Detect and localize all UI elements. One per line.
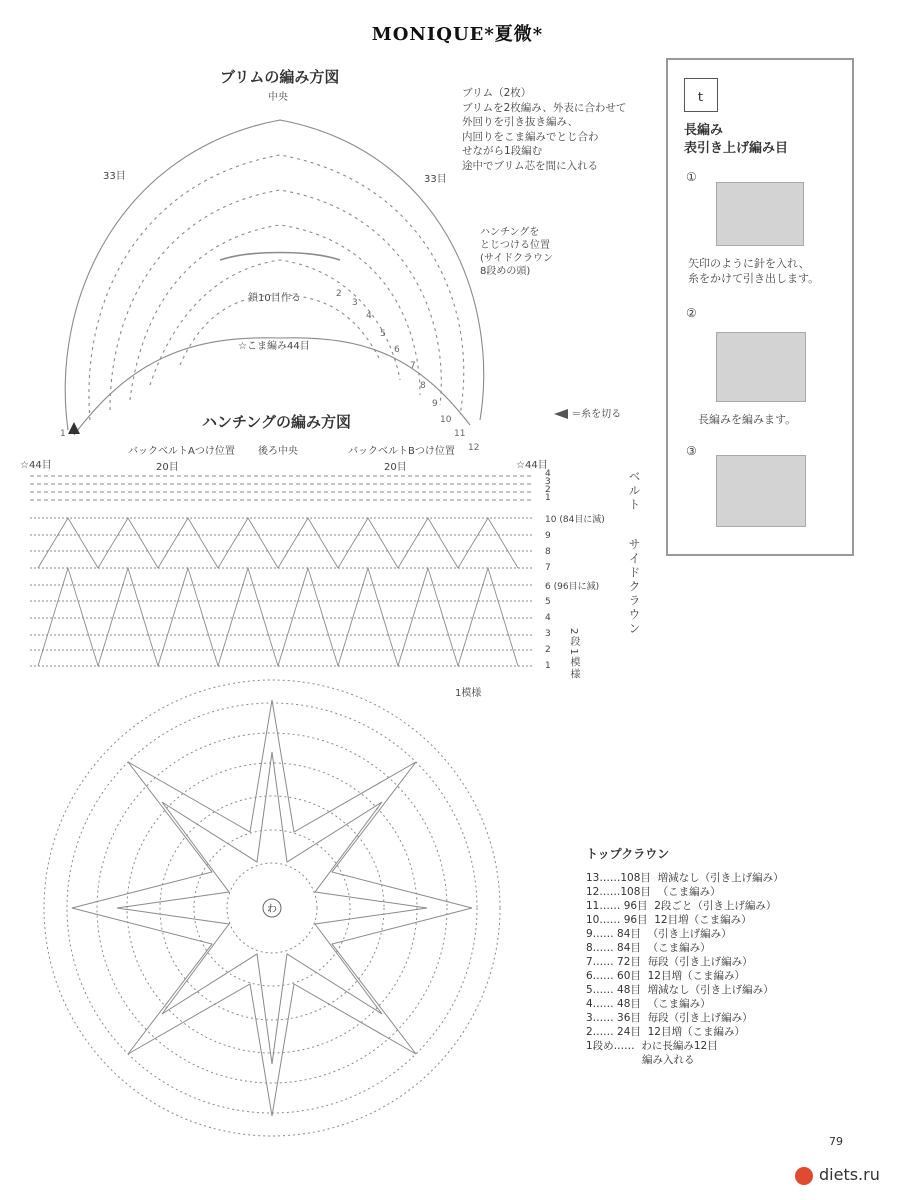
attach-line-1: ハンチングを	[480, 227, 540, 238]
row10-note: (84目に減)	[559, 515, 605, 525]
brim-row-9: 9	[432, 399, 438, 409]
page-header-title: MONIQUE*夏微*	[371, 24, 544, 45]
repeat-label: 2段1模様	[568, 628, 579, 681]
crown-row-note: （こま編み）	[657, 886, 721, 898]
crown-row	[586, 912, 752, 927]
step-2-text: 長編みを編みます。	[698, 413, 797, 426]
crown-row-count: 10…… 96目	[586, 914, 648, 926]
crown-row-count: 12……108目	[586, 886, 651, 898]
brim-sc-label: ☆こま編み44目	[238, 341, 310, 352]
crown-row	[586, 1024, 745, 1039]
cut-yarn-arrow-icon	[554, 409, 568, 419]
crown-row-count: 7…… 72目	[586, 956, 641, 968]
brim-note-line: ブリムを2枚編み、外表に合わせて	[462, 101, 627, 114]
brim-note-line: 途中でブリム芯を間に入れる	[462, 159, 599, 172]
back-center-label: 後ろ中央	[258, 446, 298, 457]
brim-mid-row-3	[130, 225, 420, 400]
side-crown-chart-svg	[28, 468, 548, 683]
belt-row-labels	[545, 470, 551, 502]
attach-line-3: (サイドクラウン	[480, 253, 554, 264]
side-row-7: 7	[545, 563, 551, 573]
crown-row-note: （こま編み）	[647, 998, 711, 1010]
back-belt-b-label: バックベルトBつけ位置	[348, 446, 455, 457]
crown-row-note: 2段ごと（引き上げ編み）	[654, 900, 777, 912]
belt-row: 4	[545, 469, 551, 479]
apple-logo-icon	[795, 1167, 813, 1185]
stitch-symbol-icon: ₜ	[684, 78, 718, 112]
crown-row	[586, 898, 776, 913]
brim-row-2: 2	[336, 289, 342, 299]
side-row-num: 6	[545, 582, 551, 592]
pattern-repeat-label: 1模様	[455, 688, 482, 699]
crown-row-note: （引き上げ編み）	[647, 928, 732, 940]
crown-row-note: 増減なし（引き上げ編み）	[647, 984, 774, 996]
brim-center-label: 中央	[268, 92, 288, 103]
brim-note-line: せながら1段編む	[462, 145, 543, 157]
crown-row-note: （こま編み）	[647, 942, 711, 954]
hunting-diagram-title: ハンチングの編み方図	[202, 413, 351, 431]
cut-yarn-legend	[554, 405, 621, 420]
step-1-number: ①	[686, 170, 697, 184]
crown-center-mark: わ	[267, 904, 277, 915]
step-1-line: 矢印のように針を入れ、	[688, 257, 810, 270]
step-3-number: ③	[686, 444, 697, 458]
crown-row	[586, 1038, 718, 1053]
crown-row-note: 毎段（引き上げ編み）	[647, 1012, 753, 1024]
crown-row-count: 1段め……	[586, 1040, 635, 1052]
brim-diagram-title: ブリムの編み方図	[220, 68, 340, 86]
brim-row-5: 5	[380, 329, 386, 339]
side-row-5: 5	[545, 597, 551, 607]
side-row-6	[545, 579, 599, 592]
brim-row-6: 6	[394, 345, 400, 355]
crown-row	[586, 1010, 753, 1025]
side-row-3: 3	[545, 629, 551, 639]
brim-right-count: 33目	[424, 174, 447, 185]
brim-mid-row-4	[150, 260, 400, 385]
crown-row	[586, 884, 721, 899]
top-crown-table	[586, 845, 669, 870]
crown-row-count: 4…… 48目	[586, 998, 641, 1010]
crown-row-count: 13……108目	[586, 872, 651, 884]
crown-row-count: 6…… 60目	[586, 970, 641, 982]
brim-mid-row-1	[89, 155, 464, 420]
legend-title-line-1: 長編み	[684, 123, 724, 138]
crown-row-note: 編み入れる	[642, 1054, 695, 1066]
crown-row	[586, 996, 711, 1011]
crown-row	[586, 940, 711, 955]
brim-row-1: 1	[60, 429, 66, 439]
side-row-2: 2	[545, 645, 551, 655]
crown-row	[586, 954, 753, 969]
brim-chain-base	[220, 253, 340, 261]
legend-title-line-2: 表引き上げ編み目	[684, 141, 789, 156]
brim-row-10: 10	[440, 415, 452, 425]
brim-chain-label: 鎖10目作る	[248, 293, 301, 304]
brim-mid-row-5	[180, 295, 380, 365]
brim-row-7: 7	[410, 361, 416, 371]
legend-title	[684, 122, 788, 158]
step-2-illustration	[716, 332, 806, 402]
brim-row-4: 4	[366, 311, 372, 321]
side-row-10	[545, 512, 605, 525]
crown-row	[586, 982, 774, 997]
crown-row-count: 2…… 24目	[586, 1026, 641, 1038]
back-belt-a-label: バックベルトAつけ位置	[128, 446, 235, 457]
side-row-4: 4	[545, 613, 551, 623]
brim-start-arrow-icon	[68, 422, 80, 434]
watermark-text: diets.ru	[819, 1165, 880, 1184]
step-1-line: 糸をかけて引き出します。	[688, 272, 820, 285]
crown-row-count: 8…… 84目	[586, 942, 641, 954]
attach-line-4: 8段めの頭)	[480, 266, 531, 277]
crown-row-count: 9…… 84目	[586, 928, 641, 940]
left-20-count: 20目	[156, 462, 179, 473]
crown-row-count: 11…… 96目	[586, 900, 648, 912]
crown-row	[586, 870, 784, 885]
brim-row-11: 11	[454, 429, 466, 439]
brim-note-line: ブリム（2枚）	[462, 87, 532, 99]
crown-row	[642, 1052, 695, 1067]
crown-row	[586, 968, 745, 983]
crown-row-note: わに長編み12目	[641, 1040, 718, 1052]
brim-mid-row-2	[110, 190, 441, 410]
side-row-9: 9	[545, 531, 551, 541]
crown-row-note: 12目増（こま編み）	[654, 914, 752, 926]
left-star-count: ☆44目	[20, 460, 52, 471]
top-crown-chart-svg	[32, 672, 512, 1142]
right-star-count: ☆44目	[516, 460, 548, 471]
belt-row: 2	[545, 485, 551, 495]
step-1-illustration	[716, 182, 804, 246]
crown-row	[586, 926, 732, 941]
crown-row-note: 増減なし（引き上げ編み）	[657, 872, 784, 884]
crown-row-note: 12目増（こま編み）	[647, 970, 745, 982]
brim-left-count: 33目	[103, 171, 126, 182]
brim-note-line: 内回りをこま編みでとじ合わ	[462, 130, 599, 143]
belt-label: ベルト	[627, 470, 641, 512]
row6-note: (96目に減)	[553, 582, 600, 592]
crown-row-count: 5…… 48目	[586, 984, 641, 996]
side-row-8: 8	[545, 547, 551, 557]
belt-row: 3	[545, 477, 551, 487]
step-2-number: ②	[686, 306, 697, 320]
brim-row-3: 3	[352, 298, 358, 308]
step-1-text	[688, 256, 819, 286]
attach-line-2: とじつける位置	[480, 240, 550, 251]
brim-row-8: 8	[420, 381, 426, 391]
cut-yarn-label: ＝糸を切る	[571, 409, 622, 420]
top-crown-title: トップクラウン	[586, 847, 670, 861]
crown-row-note: 毎段（引き上げ編み）	[647, 956, 753, 968]
right-20-count: 20目	[384, 462, 407, 473]
brim-row-12: 12	[468, 443, 480, 450]
side-row-num: 10	[545, 515, 557, 525]
side-row-1: 1	[545, 661, 551, 671]
watermark	[795, 1165, 880, 1185]
belt-row: 1	[545, 493, 551, 503]
brim-note-line: 外回りを引き抜き編み、	[462, 116, 579, 128]
side-crown-label: サイドクラウン	[627, 538, 641, 636]
crown-row-count: 3…… 36目	[586, 1012, 641, 1024]
page-number: 79	[829, 1135, 843, 1148]
crown-row-note: 12目増（こま編み）	[647, 1026, 745, 1038]
step-3-illustration	[716, 455, 806, 527]
brim-chart-svg	[40, 100, 510, 450]
